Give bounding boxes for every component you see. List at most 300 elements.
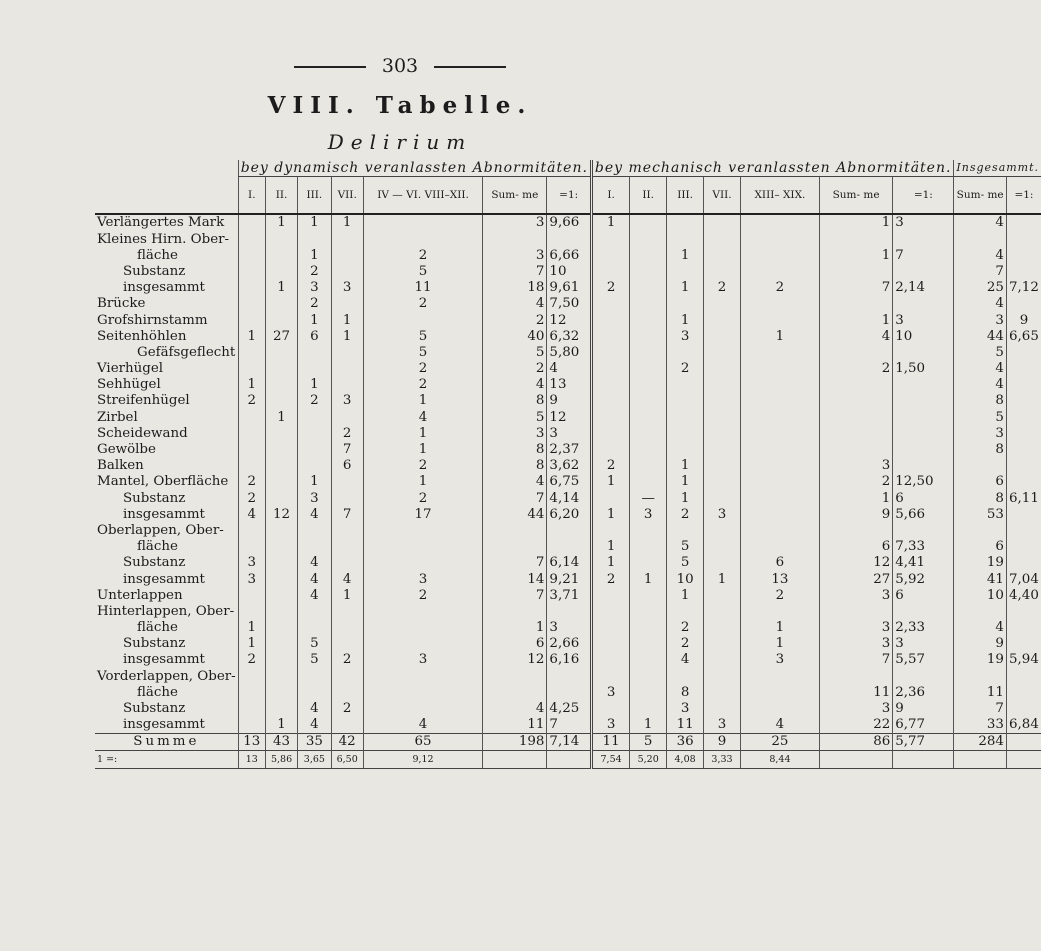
cell-total-summe: 8: [954, 490, 1006, 506]
cell-dyn-iv-vi-viii-xii: 2: [363, 458, 482, 474]
cell-mech-iii: [667, 523, 704, 539]
cell-dyn-ii: [265, 652, 297, 668]
cell-dyn-iii: 1: [298, 312, 331, 328]
cell-dyn-vii: [331, 377, 363, 393]
col-header-mech-xiii-xix: XIII– XIX.: [740, 177, 819, 215]
cell-mech-xiii-xix: [740, 668, 819, 684]
cell-dyn-ii: [265, 571, 297, 587]
cell-mech-i: 1: [591, 214, 629, 231]
cell-dyn-ii: [265, 393, 297, 409]
cell-dyn-iii: [298, 620, 331, 636]
cell-mech-ratio: 5,92: [893, 571, 954, 587]
cell-mech-i: [591, 523, 629, 539]
cell-mech-vii: [704, 604, 741, 620]
cell-mech-ratio: [893, 751, 954, 768]
cell-mech-ii: [630, 264, 667, 280]
cell-dyn-ratio: 7: [547, 717, 592, 734]
cell-dyn-iv-vi-viii-xii: [363, 620, 482, 636]
cell-mech-vii: [704, 588, 741, 604]
cell-mech-summe: [819, 345, 892, 361]
cell-dyn-vii: 2: [331, 652, 363, 668]
cell-total-summe: 3: [954, 312, 1006, 328]
cell-mech-xiii-xix: [740, 409, 819, 425]
col-header-dyn-iv-vi-viii-xii: IV — VI. VIII–XII.: [363, 177, 482, 215]
cell-mech-iii: 4: [667, 652, 704, 668]
cell-dyn-ii: [265, 474, 297, 490]
cell-dyn-iv-vi-viii-xii: 5: [363, 264, 482, 280]
table-row: [95, 409, 1041, 425]
cell-dyn-summe: 3: [483, 426, 547, 442]
cell-dyn-iv-vi-viii-xii: 4: [363, 409, 482, 425]
cell-mech-ii: [630, 685, 667, 701]
cell-dyn-ii: 1: [265, 409, 297, 425]
cell-mech-xiii-xix: 4: [740, 717, 819, 734]
cell-mech-summe: 9: [819, 507, 892, 523]
cell-mech-i: 7,54: [591, 751, 629, 768]
cell-mech-i: [591, 264, 629, 280]
cell-mech-summe: [819, 393, 892, 409]
table-row: [95, 636, 1041, 652]
cell-mech-xiii-xix: 1: [740, 620, 819, 636]
cell-mech-ii: [630, 214, 667, 231]
cell-mech-ratio: [893, 604, 954, 620]
cell-total-ratio: [1006, 442, 1041, 458]
cell-dyn-iv-vi-viii-xii: 2: [363, 588, 482, 604]
cell-mech-i: 3: [591, 717, 629, 734]
cell-dyn-i: 1: [238, 620, 265, 636]
col-header-mech-vii: VII.: [704, 177, 741, 215]
cell-mech-iii: 11: [667, 717, 704, 734]
cell-dyn-i: [238, 280, 265, 296]
cell-mech-i: [591, 248, 629, 264]
cell-total-summe: 44: [954, 329, 1006, 345]
cell-mech-ratio: 9: [893, 701, 954, 717]
col-header-dyn-summe: Sum- me: [483, 177, 547, 215]
ratio-row: [95, 751, 1041, 768]
cell-dyn-summe: 3: [483, 248, 547, 264]
cell-dyn-i: 1: [238, 377, 265, 393]
cell-dyn-ii: [265, 588, 297, 604]
cell-mech-vii: [704, 474, 741, 490]
table-row: [95, 474, 1041, 490]
cell-dyn-iv-vi-viii-xii: 4: [363, 717, 482, 734]
cell-dyn-ratio: 6,66: [547, 248, 592, 264]
cell-mech-ratio: [893, 345, 954, 361]
row-label: fläche: [137, 620, 178, 636]
cell-dyn-ii: 1: [265, 717, 297, 734]
cell-mech-ii: [630, 442, 667, 458]
table-row: [95, 296, 1041, 312]
cell-mech-vii: [704, 458, 741, 474]
cell-mech-ii: [630, 620, 667, 636]
cell-dyn-i: 13: [238, 751, 265, 768]
cell-dyn-i: [238, 701, 265, 717]
cell-dyn-ii: [265, 458, 297, 474]
cell-mech-i: [591, 377, 629, 393]
cell-mech-i: [591, 442, 629, 458]
cell-total-summe: 4: [954, 214, 1006, 231]
cell-mech-vii: [704, 264, 741, 280]
cell-dyn-ratio: 6,32: [547, 329, 592, 345]
cell-mech-vii: [704, 652, 741, 668]
cell-dyn-iii: 2: [298, 296, 331, 312]
cell-mech-i: 1: [591, 539, 629, 555]
cell-dyn-summe: [483, 751, 547, 768]
cell-mech-ratio: [893, 426, 954, 442]
cell-mech-iii: 1: [667, 312, 704, 328]
cell-dyn-iii: 2: [298, 393, 331, 409]
cell-mech-ratio: 2,33: [893, 620, 954, 636]
cell-mech-ii: [630, 296, 667, 312]
cell-mech-summe: 22: [819, 717, 892, 734]
cell-mech-i: 3: [591, 685, 629, 701]
cell-mech-iii: [667, 264, 704, 280]
cell-total-ratio: [1006, 668, 1041, 684]
cell-dyn-iii: 4: [298, 571, 331, 587]
cell-dyn-vii: [331, 717, 363, 734]
table-row: [95, 214, 1041, 231]
cell-mech-vii: [704, 345, 741, 361]
cell-dyn-vii: 1: [331, 329, 363, 345]
cell-mech-iii: [667, 426, 704, 442]
cell-dyn-i: [238, 668, 265, 684]
cell-mech-vii: [704, 668, 741, 684]
cell-dyn-vii: 6: [331, 458, 363, 474]
cell-total-ratio: 6,65: [1006, 329, 1041, 345]
cell-mech-iii: 4,08: [667, 751, 704, 768]
row-label: insgesammt: [123, 717, 205, 733]
row-label: insgesammt: [123, 652, 205, 668]
cell-dyn-summe: 7: [483, 555, 547, 571]
cell-dyn-ii: [265, 312, 297, 328]
cell-mech-iii: [667, 214, 704, 231]
row-label: fläche: [137, 684, 178, 700]
cell-mech-vii: [704, 620, 741, 636]
cell-mech-vii: [704, 393, 741, 409]
col-header-mech-i: I.: [591, 177, 629, 215]
cell-mech-xiii-xix: 1: [740, 636, 819, 652]
cell-mech-i: [591, 668, 629, 684]
cell-dyn-iv-vi-viii-xii: 5: [363, 329, 482, 345]
cell-mech-ratio: 5,66: [893, 507, 954, 523]
cell-mech-i: [591, 701, 629, 717]
cell-mech-ii: [630, 377, 667, 393]
table-row: [95, 490, 1041, 506]
cell-mech-iii: 1: [667, 248, 704, 264]
cell-mech-summe: 4: [819, 329, 892, 345]
cell-total-summe: 4: [954, 361, 1006, 377]
cell-mech-ratio: 3: [893, 312, 954, 328]
group-header-mechanic: bey mechanisch veranlassten Abnormitäten.: [591, 160, 954, 177]
cell-dyn-ratio: [547, 539, 592, 555]
cell-dyn-iv-vi-viii-xii: 3: [363, 571, 482, 587]
table-row: [95, 312, 1041, 328]
cell-total-ratio: [1006, 214, 1041, 231]
cell-mech-i: [591, 296, 629, 312]
cell-dyn-summe: 7: [483, 264, 547, 280]
cell-total-ratio: [1006, 409, 1041, 425]
cell-dyn-i: [238, 717, 265, 734]
table-row: [95, 377, 1041, 393]
cell-mech-vii: [704, 361, 741, 377]
row-label: Substanz: [123, 490, 186, 506]
cell-dyn-ii: [265, 604, 297, 620]
cell-mech-summe: 3: [819, 701, 892, 717]
cell-total-summe: 4: [954, 377, 1006, 393]
cell-dyn-summe: [483, 685, 547, 701]
cell-mech-iii: 36: [667, 734, 704, 751]
col-header-dyn-ii: II.: [265, 177, 297, 215]
cell-mech-ii: [630, 668, 667, 684]
header-spacer: [95, 177, 238, 215]
cell-dyn-ii: 1: [265, 280, 297, 296]
cell-mech-xiii-xix: [740, 312, 819, 328]
cell-dyn-iii: [298, 409, 331, 425]
row-label: Streifenhügel: [97, 393, 190, 409]
cell-mech-summe: 3: [819, 588, 892, 604]
cell-dyn-i: [238, 248, 265, 264]
cell-mech-i: 2: [591, 458, 629, 474]
cell-mech-xiii-xix: [740, 264, 819, 280]
cell-mech-i: [591, 652, 629, 668]
cell-dyn-ii: [265, 442, 297, 458]
row-label: Mantel, Oberfläche: [97, 474, 229, 490]
cell-mech-xiii-xix: 6: [740, 555, 819, 571]
cell-dyn-vii: [331, 345, 363, 361]
cell-mech-summe: [819, 604, 892, 620]
row-label: Summe: [95, 734, 238, 751]
table-row: [95, 588, 1041, 604]
cell-total-summe: 10: [954, 588, 1006, 604]
cell-mech-iii: 2: [667, 636, 704, 652]
cell-total-summe: 4: [954, 248, 1006, 264]
cell-dyn-summe: 40: [483, 329, 547, 345]
cell-mech-i: [591, 329, 629, 345]
cell-total-summe: 9: [954, 636, 1006, 652]
cell-dyn-iii: [298, 539, 331, 555]
cell-mech-ii: 1: [630, 717, 667, 734]
cell-mech-summe: 6: [819, 539, 892, 555]
cell-dyn-ii: [265, 248, 297, 264]
cell-total-summe: [954, 751, 1006, 768]
table-row: [95, 442, 1041, 458]
cell-mech-ii: [630, 280, 667, 296]
cell-mech-iii: [667, 296, 704, 312]
table-body: [95, 214, 1041, 768]
cell-mech-vii: [704, 685, 741, 701]
cell-mech-ii: [630, 312, 667, 328]
cell-mech-iii: [667, 231, 704, 247]
cell-mech-xiii-xix: [740, 231, 819, 247]
cell-mech-summe: 1: [819, 214, 892, 231]
cell-mech-vii: 3,33: [704, 751, 741, 768]
cell-dyn-i: [238, 409, 265, 425]
cell-dyn-ratio: 3,71: [547, 588, 592, 604]
cell-total-summe: 4: [954, 620, 1006, 636]
cell-dyn-iv-vi-viii-xii: [363, 523, 482, 539]
cell-dyn-ratio: 6,14: [547, 555, 592, 571]
cell-total-ratio: 7,04: [1006, 571, 1041, 587]
cell-total-summe: 284: [954, 734, 1006, 751]
cell-dyn-iv-vi-viii-xii: [363, 539, 482, 555]
cell-dyn-vii: 42: [331, 734, 363, 751]
cell-dyn-ratio: 6,20: [547, 507, 592, 523]
cell-total-ratio: [1006, 555, 1041, 571]
cell-mech-summe: [819, 668, 892, 684]
cell-mech-xiii-xix: 8,44: [740, 751, 819, 768]
cell-mech-ratio: [893, 231, 954, 247]
cell-total-summe: 7: [954, 701, 1006, 717]
cell-mech-vii: [704, 539, 741, 555]
cell-dyn-iii: [298, 345, 331, 361]
cell-mech-ratio: 2,36: [893, 685, 954, 701]
cell-dyn-ii: 1: [265, 214, 297, 231]
cell-mech-ii: 1: [630, 571, 667, 587]
cell-total-summe: 4: [954, 296, 1006, 312]
cell-mech-ratio: 7,33: [893, 539, 954, 555]
cell-mech-summe: 7: [819, 652, 892, 668]
cell-dyn-vii: 1: [331, 312, 363, 328]
cell-mech-xiii-xix: [740, 377, 819, 393]
cell-dyn-i: [238, 231, 265, 247]
cell-dyn-ii: [265, 345, 297, 361]
table-row: [95, 280, 1041, 296]
cell-mech-iii: [667, 377, 704, 393]
cell-mech-xiii-xix: [740, 426, 819, 442]
cell-total-ratio: [1006, 523, 1041, 539]
cell-dyn-iii: 35: [298, 734, 331, 751]
cell-dyn-ratio: 13: [547, 377, 592, 393]
cell-dyn-ratio: 9: [547, 393, 592, 409]
cell-total-ratio: [1006, 458, 1041, 474]
row-label: Gefäfsgeflecht: [137, 344, 236, 360]
cell-mech-ii: [630, 652, 667, 668]
cell-dyn-vii: [331, 296, 363, 312]
cell-mech-i: [591, 636, 629, 652]
row-label: Balken: [97, 458, 144, 474]
cell-mech-vii: [704, 426, 741, 442]
cell-mech-vii: [704, 231, 741, 247]
cell-mech-summe: [819, 426, 892, 442]
cell-mech-ratio: 3: [893, 636, 954, 652]
cell-dyn-ratio: 4,25: [547, 701, 592, 717]
cell-total-ratio: [1006, 539, 1041, 555]
cell-dyn-ii: [265, 668, 297, 684]
cell-dyn-ii: [265, 685, 297, 701]
cell-mech-ratio: 5,77: [893, 734, 954, 751]
row-label: Substanz: [123, 555, 186, 571]
row-label: 1 =:: [95, 751, 238, 768]
cell-mech-i: 1: [591, 474, 629, 490]
cell-total-ratio: [1006, 231, 1041, 247]
row-label: Substanz: [123, 263, 186, 279]
cell-mech-summe: [819, 442, 892, 458]
cell-total-ratio: [1006, 345, 1041, 361]
cell-mech-summe: 7: [819, 280, 892, 296]
cell-dyn-iv-vi-viii-xii: 5: [363, 345, 482, 361]
cell-mech-vii: 3: [704, 717, 741, 734]
row-label: Gewölbe: [97, 442, 156, 457]
cell-total-summe: 8: [954, 442, 1006, 458]
cell-dyn-iv-vi-viii-xii: 2: [363, 377, 482, 393]
cell-dyn-summe: 18: [483, 280, 547, 296]
cell-dyn-summe: 4: [483, 296, 547, 312]
cell-dyn-i: 13: [238, 734, 265, 751]
cell-total-summe: [954, 604, 1006, 620]
cell-dyn-ratio: 4,14: [547, 490, 592, 506]
cell-dyn-summe: 8: [483, 393, 547, 409]
cell-dyn-vii: 1: [331, 588, 363, 604]
cell-mech-ratio: 1,50: [893, 361, 954, 377]
cell-dyn-iv-vi-viii-xii: [363, 685, 482, 701]
cell-mech-vii: [704, 377, 741, 393]
cell-dyn-ratio: 7,50: [547, 296, 592, 312]
cell-mech-xiii-xix: [740, 685, 819, 701]
cell-dyn-ii: 27: [265, 329, 297, 345]
cell-mech-ii: [630, 458, 667, 474]
cell-mech-iii: 3: [667, 329, 704, 345]
cell-dyn-i: 3: [238, 571, 265, 587]
cell-dyn-iii: 4: [298, 555, 331, 571]
cell-mech-i: 1: [591, 507, 629, 523]
cell-dyn-vii: [331, 474, 363, 490]
cell-dyn-ratio: 6,16: [547, 652, 592, 668]
cell-dyn-summe: 5: [483, 409, 547, 425]
group-header-total: Insgesammt.: [954, 160, 1041, 177]
cell-mech-summe: [819, 377, 892, 393]
cell-mech-xiii-xix: 2: [740, 280, 819, 296]
cell-dyn-vii: 2: [331, 701, 363, 717]
cell-dyn-iii: [298, 231, 331, 247]
cell-dyn-ratio: 3: [547, 426, 592, 442]
cell-total-summe: [954, 231, 1006, 247]
group-header-row: [95, 160, 1041, 177]
cell-dyn-iii: 1: [298, 248, 331, 264]
cell-mech-iii: 1: [667, 280, 704, 296]
cell-total-ratio: [1006, 701, 1041, 717]
cell-total-ratio: [1006, 393, 1041, 409]
cell-dyn-summe: 8: [483, 458, 547, 474]
cell-dyn-iv-vi-viii-xii: 65: [363, 734, 482, 751]
cell-mech-ii: [630, 474, 667, 490]
cell-dyn-vii: [331, 685, 363, 701]
cell-dyn-iv-vi-viii-xii: 1: [363, 393, 482, 409]
cell-mech-ratio: 10: [893, 329, 954, 345]
cell-dyn-iv-vi-viii-xii: 1: [363, 474, 482, 490]
row-label: Hinterlappen, Ober-: [97, 603, 235, 619]
delirium-table: [95, 160, 1041, 769]
cell-mech-ii: [630, 604, 667, 620]
cell-dyn-vii: [331, 248, 363, 264]
cell-dyn-iv-vi-viii-xii: 11: [363, 280, 482, 296]
cell-dyn-ii: [265, 555, 297, 571]
table-row: [95, 507, 1041, 523]
cell-mech-vii: 2: [704, 280, 741, 296]
summe-row: [95, 734, 1041, 751]
row-label: insgesammt: [123, 280, 205, 296]
cell-mech-iii: 1: [667, 458, 704, 474]
cell-mech-xiii-xix: [740, 248, 819, 264]
row-label: Sehhügel: [97, 377, 161, 393]
cell-mech-i: [591, 409, 629, 425]
col-header-dyn-iii: III.: [298, 177, 331, 215]
cell-dyn-vii: [331, 604, 363, 620]
cell-mech-vii: [704, 214, 741, 231]
cell-dyn-summe: 4: [483, 701, 547, 717]
cell-mech-i: [591, 345, 629, 361]
cell-dyn-summe: 2: [483, 361, 547, 377]
cell-dyn-vii: [331, 523, 363, 539]
